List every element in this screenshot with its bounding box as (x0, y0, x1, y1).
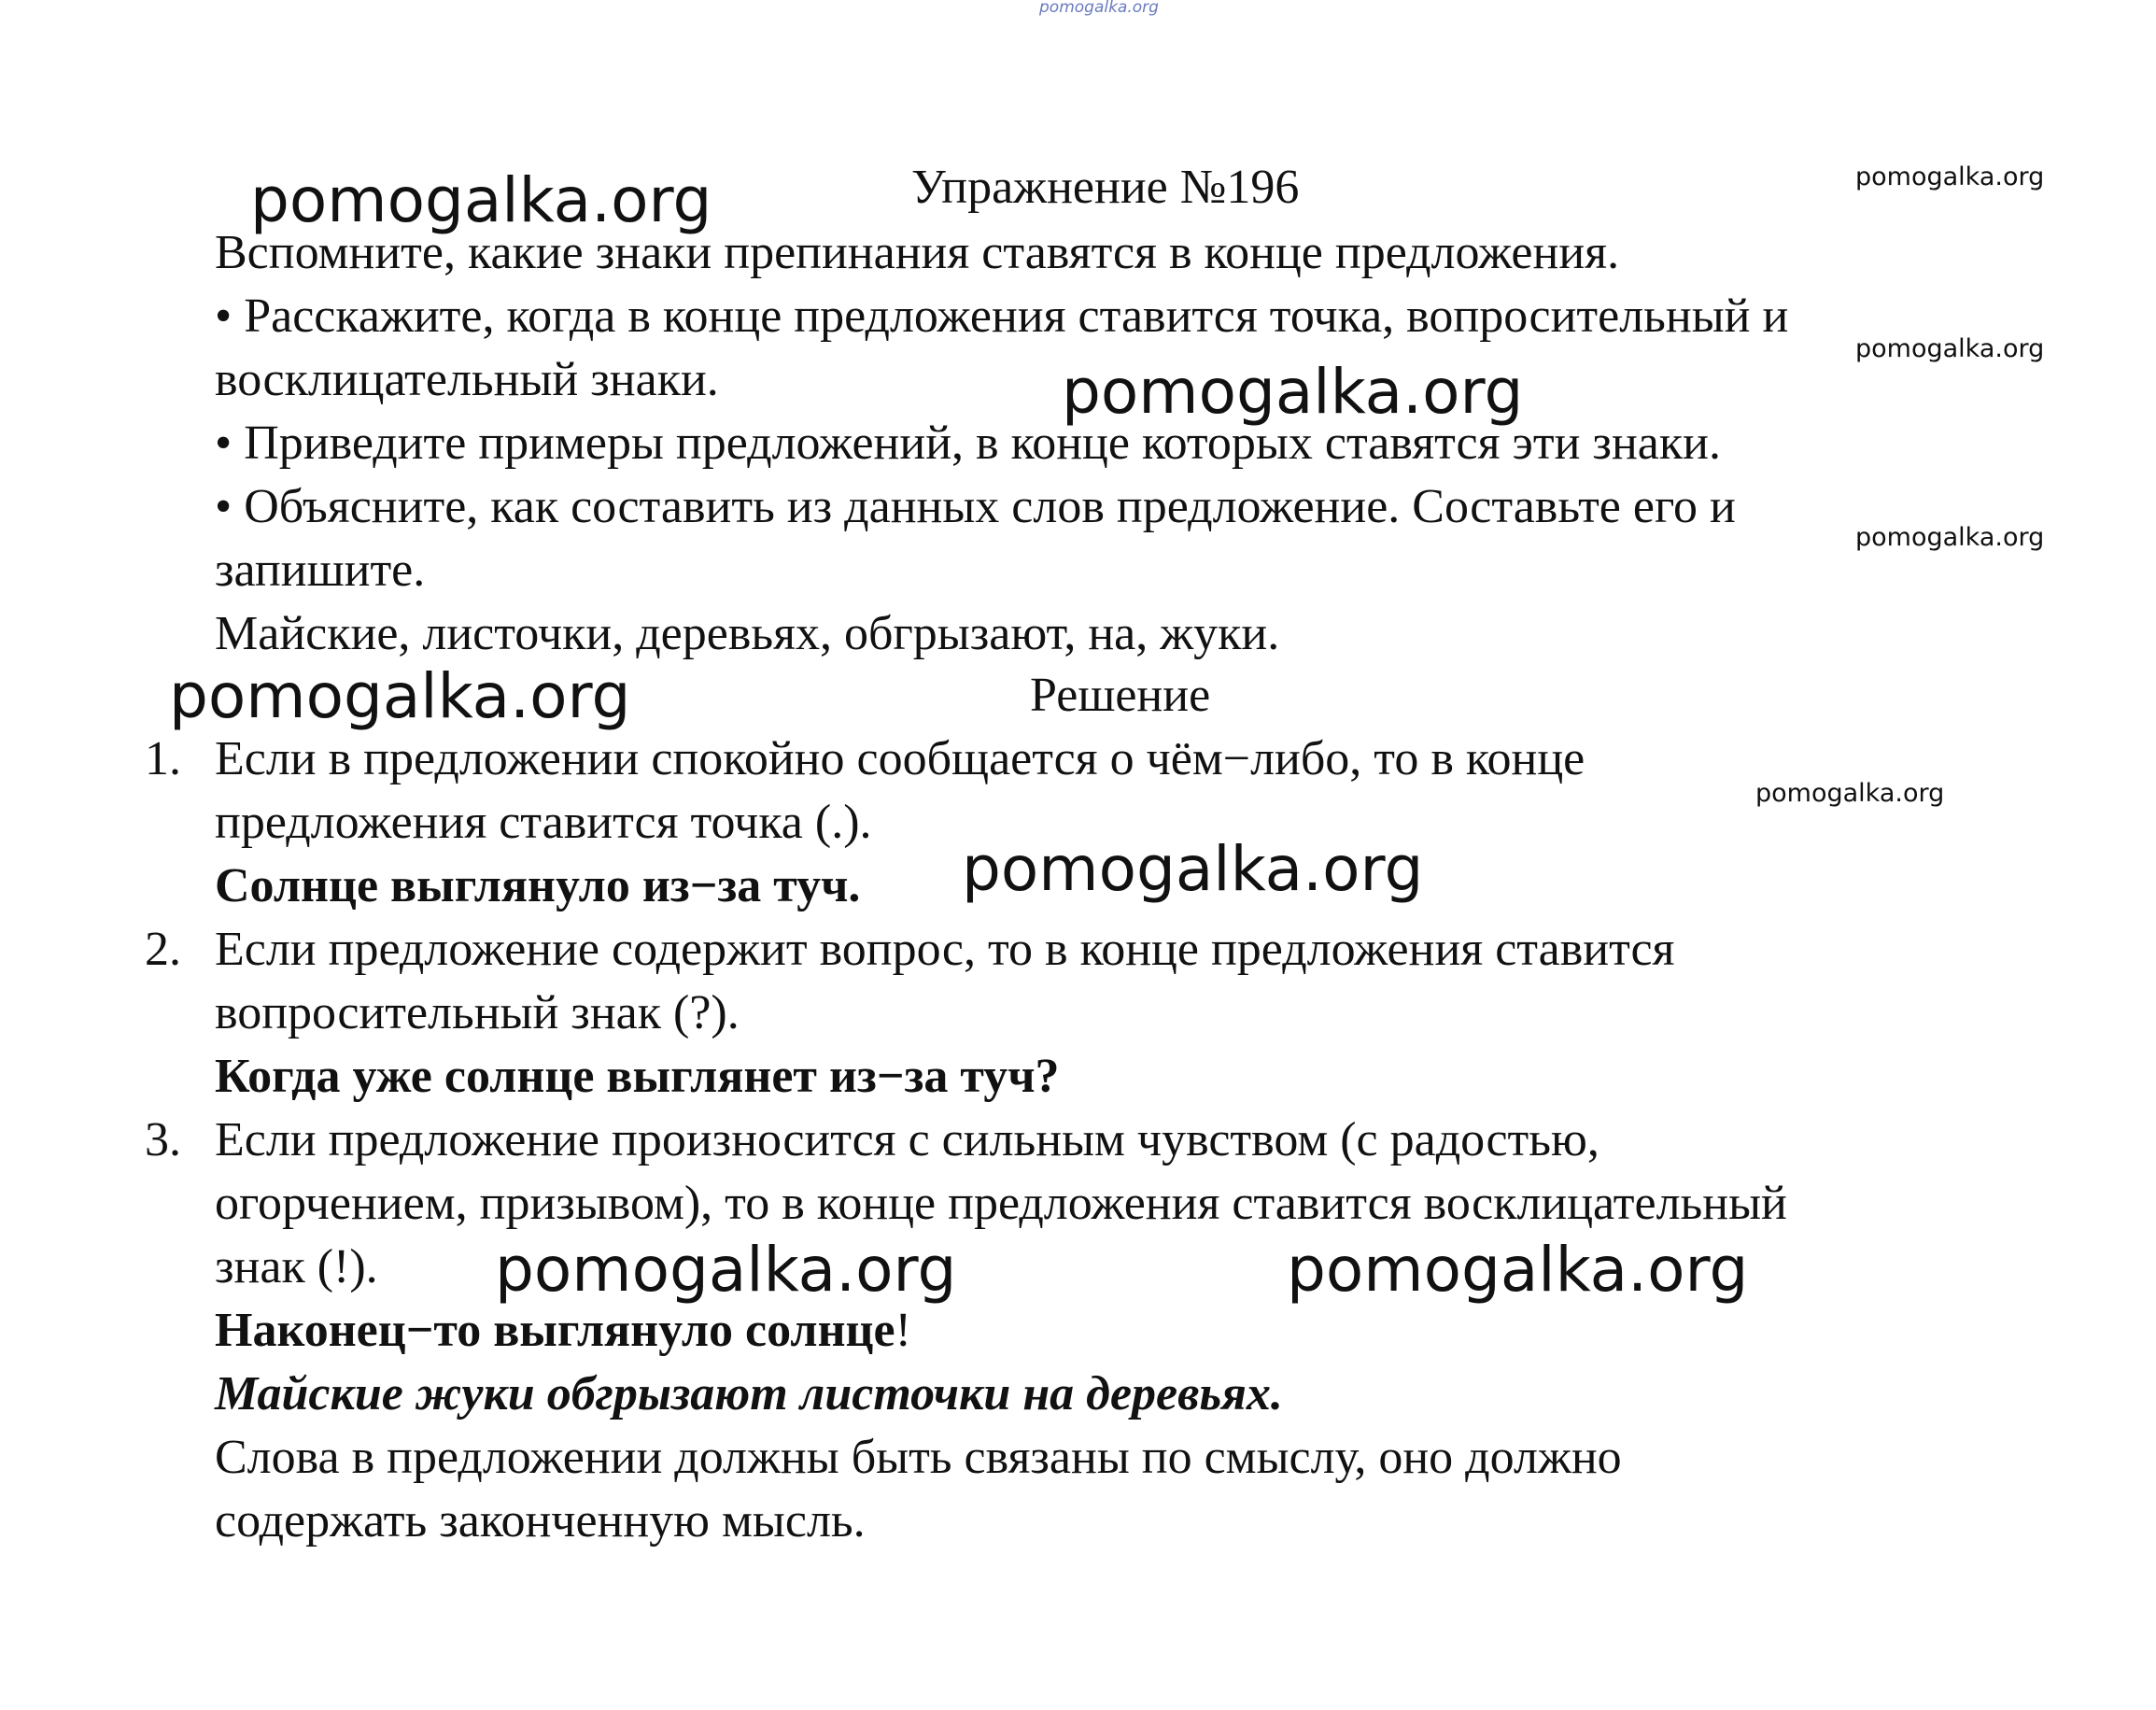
list-item-text: Если предложение содержит вопрос, то в конце предложения ставится (215, 923, 1675, 976)
list-item-example: Солнце выглянуло из−за туч. (215, 859, 861, 912)
task-words-line: Майские, листочки, деревьях, обгрызают, на, жуки. (215, 607, 1280, 660)
list-item-text: предложения ставится точка (.). (215, 796, 872, 849)
list-item-number: 1. (145, 732, 181, 785)
explanation-line: Слова в предложении должны быть связаны по смыслу, оно должно (215, 1431, 1622, 1484)
task-line: Вспомните, какие знаки препинания ставятся в конце предложения. (215, 226, 1620, 279)
list-item-example: Когда уже солнце выглянет из−за туч? (215, 1050, 1060, 1103)
watermark: pomogalka.org (495, 1234, 957, 1306)
list-item-example-tail: ! (895, 1304, 911, 1357)
task-line: запишите. (215, 544, 426, 597)
watermark: pomogalka.org (1855, 163, 2045, 191)
explanation-line: содержать законченную мысль. (215, 1494, 866, 1547)
solution-title: Решение (1030, 669, 1211, 722)
task-line: • Расскажите, когда в конце предложения ставится точка, вопросительный и (215, 290, 1789, 343)
watermark: pomogalka.org (1287, 1234, 1749, 1306)
watermark: pomogalka.org (1855, 334, 2045, 363)
watermark: pomogalka.org (250, 164, 712, 236)
answer-sentence: Майские жуки обгрызают листочки на деревьях. (215, 1367, 1283, 1420)
header-site-link[interactable]: pomogalka.org (1039, 0, 1159, 17)
list-item-text: знак (!). (215, 1240, 378, 1293)
list-item-number: 2. (145, 923, 181, 976)
watermark: pomogalka.org (1062, 356, 1524, 428)
watermark: pomogalka.org (169, 660, 631, 732)
task-line: • Объясните, как составить из данных слов предложение. Составьте его и (215, 480, 1736, 533)
watermark: pomogalka.org (962, 833, 1424, 905)
list-item-example-bold: Наконец−то выглянуло солнце (215, 1304, 895, 1357)
task-line: • Приведите примеры предложений, в конце которых ставятся эти знаки. (215, 417, 1721, 470)
watermark: pomogalka.org (1855, 523, 2045, 552)
list-item-text: Если в предложении спокойно сообщается о чём−либо, то в конце (215, 732, 1585, 785)
task-line: восклицательный знаки. (215, 353, 719, 406)
watermark: pomogalka.org (1755, 779, 1945, 808)
list-item-text: Если предложение произносится с сильным чувством (с радостью, (215, 1113, 1599, 1166)
list-item-number: 3. (145, 1113, 181, 1166)
list-item-example (215, 1300, 911, 1362)
list-item-text: огорчением, призывом), то в конце предложения ставится восклицательный (215, 1177, 1787, 1230)
exercise-title: Упражнение №196 (911, 161, 1300, 214)
list-item-text: вопросительный знак (?). (215, 986, 740, 1039)
